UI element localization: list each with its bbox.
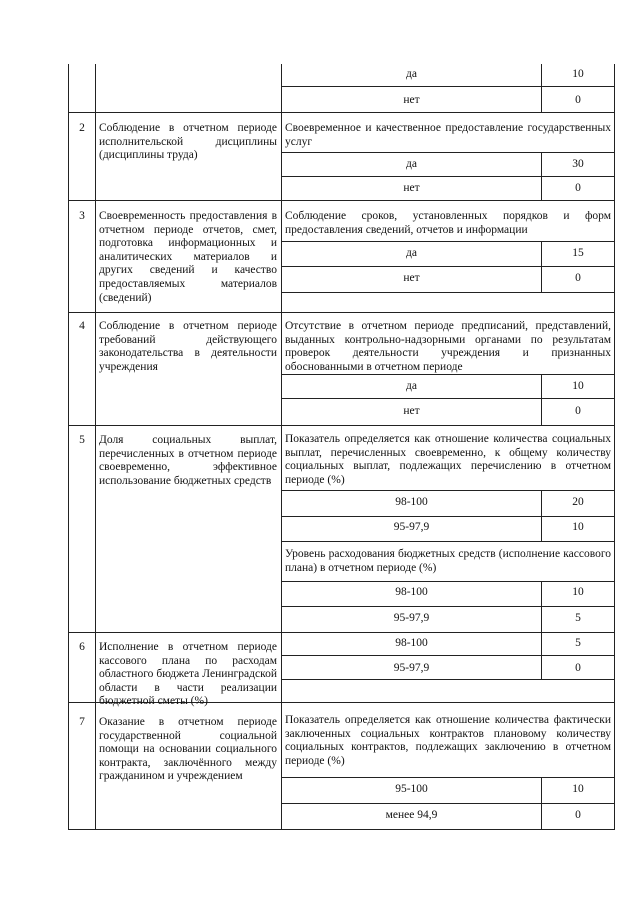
score-points: 0 (575, 182, 581, 194)
row-border (68, 425, 615, 426)
indicator-text: Показатель определяется как отношение количества социальных выплат, перечисленных своевременно, к общему количеству социальных выплат, подлежащих перечислению в отчетном периоде (%) (285, 433, 611, 486)
score-points: 15 (572, 247, 584, 259)
row-number: 4 (79, 320, 85, 332)
score-points: 10 (572, 586, 584, 598)
score-label: да (406, 247, 417, 259)
indicator-text: Своевременное и качественное предоставление государственных услуг (285, 122, 611, 148)
row-number: 3 (79, 210, 85, 222)
cell-border (281, 655, 615, 656)
score-label: нет (403, 405, 420, 417)
table-border-right (614, 64, 615, 830)
score-label: 98-100 (395, 637, 428, 649)
score-points: 10 (572, 783, 584, 795)
row-number: 7 (79, 716, 85, 728)
cell-border (281, 86, 615, 87)
score-label: да (406, 68, 417, 80)
criterion-text: Доля социальных выплат, перечисленных в отчетном периоде своевременно, эффективное использование бюджетных средств (99, 434, 277, 487)
criterion-text: Своевременность предоставления в отчетном периоде отчетов, смет, подготовка информационных и аналитических материалов и других сведений и качество предоставляемых материалов (сведений) (99, 210, 277, 304)
score-label: нет (403, 182, 420, 194)
score-points: 0 (575, 662, 581, 674)
indicator-text: Отсутствие в отчетном периоде предписаний, представлений, выданных контрольно-надзорными органами по результатам проверок деятельности учреждения и признанных обоснованными в отчетном периоде (285, 320, 611, 373)
row-border (68, 312, 615, 313)
row-border (68, 112, 615, 113)
cell-border (281, 490, 615, 491)
score-label: нет (403, 94, 420, 106)
row-border (68, 829, 615, 830)
indicator-text: Уровень расходования бюджетных средств (исполнение кассового плана) в отчетном периоде (%) (285, 548, 611, 574)
score-label: 95-97,9 (393, 521, 430, 533)
indicator-text: Показатель определяется как отношение количества фактически заключенных социальных контрактов плановому количеству социальных контрактов, подлежащих заключению в отчетном периоде (%) (285, 714, 611, 767)
score-points: 20 (572, 496, 584, 508)
score-label: 95-97,9 (393, 662, 430, 674)
criterion-text: Соблюдение в отчетном периоде исполнительской дисциплины (дисциплины труда) (99, 122, 277, 162)
cell-border (281, 241, 615, 242)
cell-border (281, 803, 615, 804)
cell-border (281, 266, 615, 267)
score-points: 5 (575, 612, 581, 624)
criteria-table (68, 64, 615, 830)
score-label: менее 94,9 (385, 809, 438, 821)
score-points: 10 (572, 380, 584, 392)
cell-border (281, 679, 615, 680)
score-label: 98-100 (395, 496, 428, 508)
indicator-text: Соблюдение сроков, установленных порядков и форм предоставления сведений, отчетов и информации (285, 210, 611, 236)
score-label: 95-97,9 (393, 612, 430, 624)
cell-border (281, 777, 615, 778)
score-label: нет (403, 272, 420, 284)
column-divider-criterion (281, 64, 282, 830)
score-points: 0 (575, 405, 581, 417)
row-number: 6 (79, 641, 85, 653)
score-points: 0 (575, 94, 581, 106)
row-number: 5 (79, 434, 85, 446)
cell-border (281, 152, 615, 153)
score-points: 30 (572, 158, 584, 170)
cell-border (281, 176, 615, 177)
cell-border (281, 541, 615, 542)
cell-border (281, 606, 615, 607)
score-points: 10 (572, 68, 584, 80)
criterion-text: Соблюдение в отчетном периоде требований действующего законодательства в деятельности учреждения (99, 320, 277, 373)
cell-border (281, 292, 615, 293)
cell-border (281, 516, 615, 517)
row-number: 2 (79, 122, 85, 134)
row-border (68, 200, 615, 201)
score-points: 5 (575, 637, 581, 649)
score-label: 95-100 (395, 783, 428, 795)
score-points: 10 (572, 521, 584, 533)
criterion-text: Оказание в отчетном периоде государственной социальной помощи на основании социального контракта, заключённого между гражданином и учреждением (99, 716, 277, 783)
score-label: да (406, 158, 417, 170)
score-label: да (406, 380, 417, 392)
column-divider-number (95, 64, 96, 830)
score-points: 0 (575, 272, 581, 284)
row-border (68, 632, 615, 633)
cell-border (281, 581, 615, 582)
criterion-text: Исполнение в отчетном периоде кассового плана по расходам областного бюджета Ленинградской области в части реализации бюджетной сметы (%) (99, 641, 277, 708)
score-points: 0 (575, 809, 581, 821)
cell-border (281, 398, 615, 399)
score-label: 98-100 (395, 586, 428, 598)
